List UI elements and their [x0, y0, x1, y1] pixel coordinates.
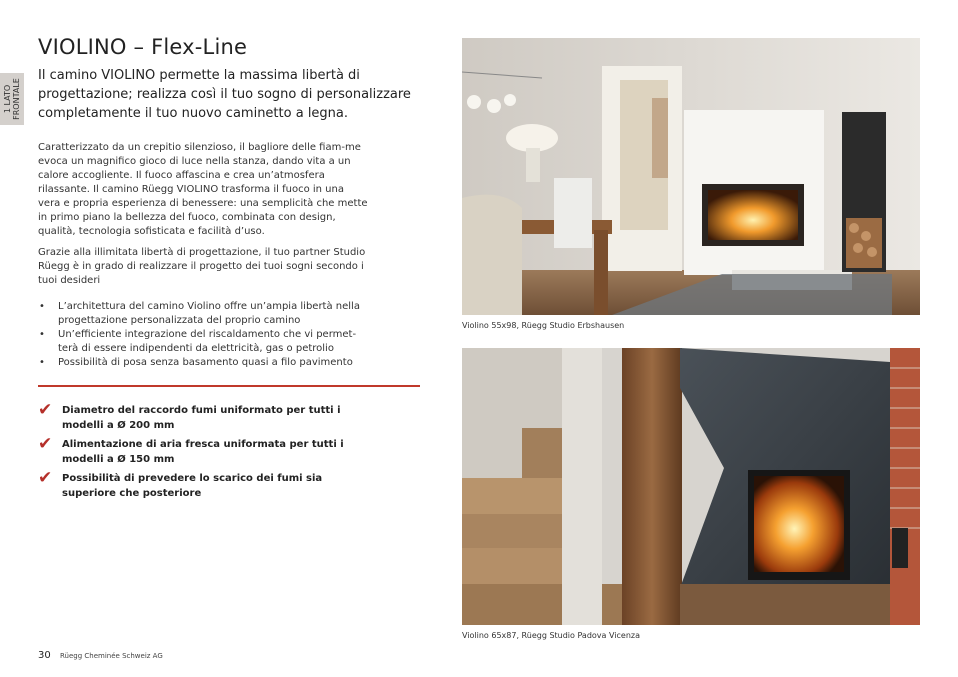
bullet-item: • Possibilità di posa senza basamento quasi a filo pavimento [38, 356, 368, 370]
fireplace-photo-padova [462, 348, 920, 625]
check-item [38, 468, 378, 501]
page-title: VIOLINO – Flex-Line [38, 35, 248, 59]
body-paragraph-1: Caratterizzato da un crepitio silenzioso, il bagliore delle fiam-me evoca un magnifico gioco di luce nella stanza, dando vita a un calore accogliente. Il fuoco affascina e crea un’atmosfera rilassante. Il camino Rüegg VIOLINO trasforma il fuoco in una vera e propria esperienza di benessere: una semplicità che mette in primo piano la bellezza del fuoco, combinata con design, qualità, tecnologia sofisticata e facilità d’uso. [38, 142, 368, 237]
checkmark-icon: ✔ [38, 400, 53, 420]
footer-company: Rüegg Cheminée Schweiz AG [60, 652, 163, 660]
checkmark-icon: ✔ [38, 468, 53, 488]
check-item [38, 434, 378, 467]
section-tab-line2: FRONTALE [12, 78, 21, 120]
section-tab-line1: 1 LATO [3, 84, 12, 114]
photo-caption-1: Violino 55x98, Rüegg Studio Erbshausen [462, 321, 625, 330]
bullet-item: • L’architettura del camino Violino offre un’ampia libertà nella progettazione personalizzata del proprio camino [38, 300, 368, 328]
photo-caption-2: Violino 65x87, Rüegg Studio Padova Vicenza [462, 631, 640, 640]
check-item-text: Diametro del raccordo fumi uniformato per tutti i modelli a Ø 200 mm [62, 405, 341, 431]
check-item-text: Possibilità di prevedere lo scarico dei fumi sia superiore che posteriore [62, 473, 323, 499]
bullet-item: • Un’efficiente integrazione del riscaldamento che vi permet-terà di essere indipendenti da elettricità, gas o petrolio [38, 328, 368, 356]
page-number: 30 [38, 650, 51, 661]
spec-check-list [38, 400, 378, 505]
section-tab-label [3, 78, 21, 120]
feature-bullet-list [38, 300, 368, 370]
check-item-text: Alimentazione di aria fresca uniformata per tutti i modelli a Ø 150 mm [62, 439, 344, 465]
check-item [38, 400, 378, 433]
fireplace-photo-erbshausen [462, 38, 920, 315]
checkmark-icon: ✔ [38, 434, 53, 454]
section-divider [38, 385, 420, 387]
intro-text: Il camino VIOLINO permette la massima libertà di progettazione; realizza così il tuo sogno di personalizzare completamente il tuo nuovo caminetto a legna. [38, 68, 411, 121]
section-tab [0, 73, 24, 125]
body-paragraph-2: Grazie alla illimitata libertà di progettazione, il tuo partner Studio Rüegg è in grado di realizzare il progetto dei tuoi sogni secondo i tuoi desideri [38, 247, 366, 286]
